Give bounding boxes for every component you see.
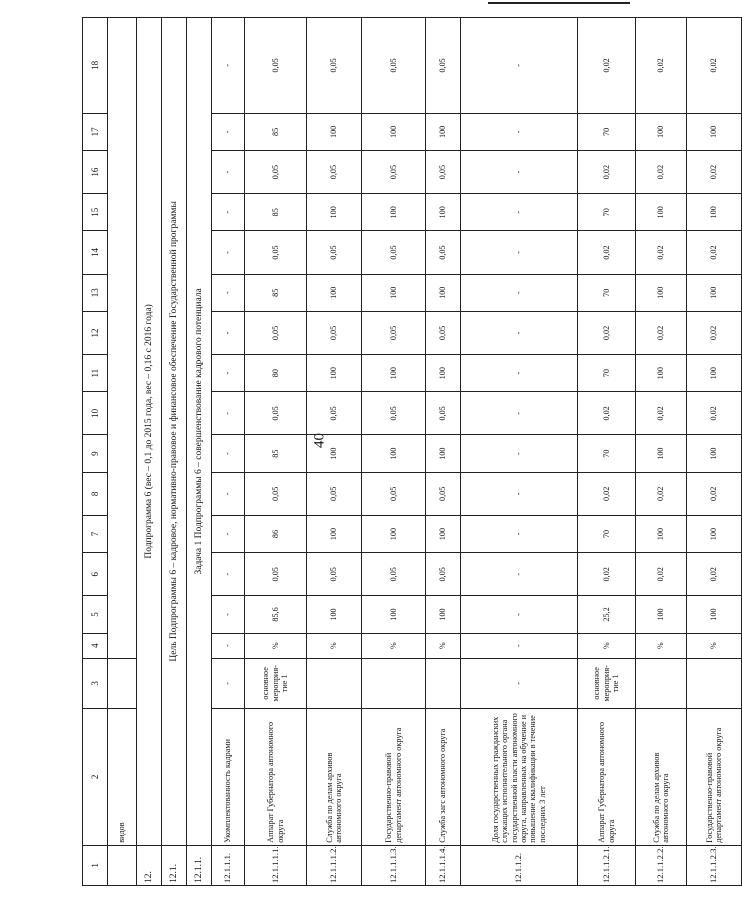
row-value: - bbox=[461, 355, 578, 392]
row-value: 100 bbox=[426, 194, 461, 231]
section-title: Подпрограмма 6 (вес – 0,1 до 2015 года, вес – 0,16 с 2016 года) bbox=[137, 18, 162, 846]
row-value: 100 bbox=[636, 515, 687, 552]
row-value: 100 bbox=[687, 274, 742, 311]
row-value: - bbox=[461, 392, 578, 435]
row-code: 12.1.1.1.4. bbox=[426, 845, 461, 885]
row-value: - bbox=[461, 231, 578, 274]
row-value: - bbox=[212, 194, 245, 231]
row-value: - bbox=[461, 596, 578, 633]
row-value: 100 bbox=[307, 113, 362, 150]
row-value: % bbox=[362, 633, 426, 658]
row-value: - bbox=[212, 392, 245, 435]
row-value: 100 bbox=[307, 355, 362, 392]
row-value: 0,05 bbox=[245, 472, 307, 515]
row-value: 85 bbox=[245, 194, 307, 231]
row-value: 100 bbox=[636, 274, 687, 311]
row-value: 0,02 bbox=[636, 150, 687, 193]
table-row bbox=[426, 18, 461, 886]
section-title: Задача 1 Подпрограммы 6 – совершенствование кадрового потенциала bbox=[187, 18, 212, 846]
row-value: 0,02 bbox=[578, 150, 636, 193]
row-value: 100 bbox=[426, 113, 461, 150]
row-value: 100 bbox=[426, 515, 461, 552]
row-value: 100 bbox=[362, 355, 426, 392]
col-number: 11 bbox=[83, 355, 108, 392]
row-name: Аппарат Губернатора автономного округа bbox=[245, 709, 307, 846]
row-value: 100 bbox=[687, 515, 742, 552]
row-value: 100 bbox=[362, 596, 426, 633]
row-value: - bbox=[461, 18, 578, 114]
row-code: 12.1.1.2.3. bbox=[687, 845, 742, 885]
row-measure bbox=[426, 658, 461, 708]
row-value: - bbox=[461, 311, 578, 354]
row-code: 12.1.1.1.2. bbox=[307, 845, 362, 885]
continuation-cell bbox=[108, 658, 137, 708]
column-numbers-row bbox=[83, 18, 108, 886]
row-value: 0,05 bbox=[426, 472, 461, 515]
row-value: 100 bbox=[636, 113, 687, 150]
row-value: - bbox=[461, 553, 578, 596]
col-number: 10 bbox=[83, 392, 108, 435]
page-number: 40 bbox=[311, 433, 328, 448]
row-value: 0,05 bbox=[362, 231, 426, 274]
row-code: 12.1.1.1.1. bbox=[245, 845, 307, 885]
row-value: - bbox=[212, 113, 245, 150]
row-value: 0,02 bbox=[636, 231, 687, 274]
row-value: 0,05 bbox=[426, 392, 461, 435]
row-value: 70 bbox=[578, 435, 636, 472]
row-value: % bbox=[578, 633, 636, 658]
row-value: - bbox=[212, 515, 245, 552]
row-value: 100 bbox=[362, 435, 426, 472]
row-value: - bbox=[212, 435, 245, 472]
row-value: 0,05 bbox=[362, 150, 426, 193]
row-value: 0,05 bbox=[426, 150, 461, 193]
row-value: 80 bbox=[245, 355, 307, 392]
col-number: 14 bbox=[83, 231, 108, 274]
table-body bbox=[83, 18, 742, 886]
row-value: % bbox=[426, 633, 461, 658]
row-value: - bbox=[461, 515, 578, 552]
row-value: 100 bbox=[687, 435, 742, 472]
row-value: 0,02 bbox=[687, 231, 742, 274]
row-value: 100 bbox=[362, 194, 426, 231]
table-row bbox=[636, 18, 687, 886]
row-value: - bbox=[212, 596, 245, 633]
section-code: 12.1.1. bbox=[187, 845, 212, 885]
row-value: 25,2 bbox=[578, 596, 636, 633]
row-value: 100 bbox=[362, 274, 426, 311]
row-value: - bbox=[212, 355, 245, 392]
table-row bbox=[578, 18, 636, 886]
row-value: - bbox=[212, 472, 245, 515]
top-edge-rule bbox=[488, 2, 630, 4]
row-code: 12.1.1.2.1. bbox=[578, 845, 636, 885]
row-value: 100 bbox=[636, 194, 687, 231]
col-number: 2 bbox=[83, 709, 108, 846]
row-value: 0,05 bbox=[245, 311, 307, 354]
row-value: 100 bbox=[426, 274, 461, 311]
rotated-table-container bbox=[82, 17, 723, 886]
row-value: % bbox=[245, 633, 307, 658]
col-number: 6 bbox=[83, 553, 108, 596]
row-name: Государственно-правовой департамент автономного округа bbox=[362, 709, 426, 846]
row-value: 0,05 bbox=[362, 553, 426, 596]
row-value: - bbox=[461, 274, 578, 311]
table-row bbox=[687, 18, 742, 886]
table-row bbox=[245, 18, 307, 886]
row-value: 0,02 bbox=[578, 231, 636, 274]
row-measure: основное мероприя-тие 1 bbox=[578, 658, 636, 708]
col-number: 5 bbox=[83, 596, 108, 633]
row-measure: основное мероприя-тие 1 bbox=[245, 658, 307, 708]
row-value: % bbox=[307, 633, 362, 658]
row-value: % bbox=[687, 633, 742, 658]
row-value: 0,02 bbox=[636, 392, 687, 435]
row-value: 100 bbox=[687, 113, 742, 150]
row-value: 0,02 bbox=[687, 18, 742, 114]
row-measure bbox=[307, 658, 362, 708]
row-value: - bbox=[461, 435, 578, 472]
section-row bbox=[187, 18, 212, 886]
row-value: 100 bbox=[307, 515, 362, 552]
row-value: - bbox=[212, 274, 245, 311]
row-value: - bbox=[212, 18, 245, 114]
row-name: Служба по делам архивов автономного округа bbox=[307, 709, 362, 846]
row-measure: - bbox=[212, 658, 245, 708]
col-number: 8 bbox=[83, 472, 108, 515]
row-value: 0,05 bbox=[245, 392, 307, 435]
row-value: 0,02 bbox=[687, 392, 742, 435]
row-value: 100 bbox=[687, 194, 742, 231]
row-value: 85 bbox=[245, 274, 307, 311]
row-value: 85 bbox=[245, 113, 307, 150]
table-row bbox=[362, 18, 426, 886]
row-value: 100 bbox=[426, 435, 461, 472]
row-value: - bbox=[212, 311, 245, 354]
section-row bbox=[137, 18, 162, 886]
row-name: Государственно-правовой департамент автономного округа bbox=[687, 709, 742, 846]
row-value: 70 bbox=[578, 113, 636, 150]
col-number: 7 bbox=[83, 515, 108, 552]
col-number: 9 bbox=[83, 435, 108, 472]
row-name: Служба загс автономного округа bbox=[426, 709, 461, 846]
row-value: 0,05 bbox=[307, 231, 362, 274]
row-value: 0,02 bbox=[687, 472, 742, 515]
row-value: 0,05 bbox=[362, 311, 426, 354]
row-value: 0,02 bbox=[687, 553, 742, 596]
row-measure bbox=[687, 658, 742, 708]
row-code: 12.1.1.2. bbox=[461, 845, 578, 885]
row-value: 70 bbox=[578, 274, 636, 311]
row-value: 0,05 bbox=[362, 18, 426, 114]
row-value: 0,05 bbox=[362, 392, 426, 435]
row-value: 100 bbox=[426, 596, 461, 633]
row-value: 100 bbox=[636, 596, 687, 633]
col-number: 13 bbox=[83, 274, 108, 311]
row-code: 12.1.1.1.3. bbox=[362, 845, 426, 885]
row-code: 12.1.1.2.2. bbox=[636, 845, 687, 885]
col-number: 3 bbox=[83, 658, 108, 708]
row-value: 70 bbox=[578, 194, 636, 231]
section-code: 12. bbox=[137, 845, 162, 885]
row-value: - bbox=[212, 150, 245, 193]
row-value: - bbox=[212, 231, 245, 274]
row-value: 0,05 bbox=[426, 231, 461, 274]
table-row bbox=[212, 18, 245, 886]
col-number: 15 bbox=[83, 194, 108, 231]
row-value: 0,05 bbox=[307, 150, 362, 193]
section-code: 12.1. bbox=[162, 845, 187, 885]
row-value: 100 bbox=[687, 596, 742, 633]
row-measure: - bbox=[461, 658, 578, 708]
row-value: 0,02 bbox=[687, 311, 742, 354]
row-name: Укомплектованность кадрами bbox=[212, 709, 245, 846]
row-value: 70 bbox=[578, 355, 636, 392]
row-measure bbox=[362, 658, 426, 708]
row-value: 0,05 bbox=[307, 392, 362, 435]
col-number: 17 bbox=[83, 113, 108, 150]
row-value: 100 bbox=[307, 596, 362, 633]
continuation-text: видов bbox=[108, 709, 137, 846]
row-value: 0,05 bbox=[307, 472, 362, 515]
section-title: Цель Подпрограммы 6 – кадровое, нормативно-правовое и финансовое обеспечение Государственной программы bbox=[162, 18, 187, 846]
row-name: Доля государственных гражданских служащих исполнительного органа государственной власти автономного округа, направленных на обучение и повышение квалификации в течение последних 3 лет bbox=[461, 709, 578, 846]
row-value: 0,05 bbox=[307, 311, 362, 354]
row-value: 0,02 bbox=[578, 392, 636, 435]
row-value: - bbox=[461, 194, 578, 231]
row-value: 0,05 bbox=[426, 18, 461, 114]
row-value: 100 bbox=[362, 515, 426, 552]
row-value: 0,02 bbox=[578, 553, 636, 596]
row-value: 0,02 bbox=[578, 18, 636, 114]
row-value: 100 bbox=[307, 274, 362, 311]
row-value: - bbox=[461, 472, 578, 515]
row-value: 0,02 bbox=[636, 18, 687, 114]
row-value: 100 bbox=[636, 435, 687, 472]
row-value: 0,05 bbox=[245, 553, 307, 596]
row-value: 0,02 bbox=[578, 311, 636, 354]
row-value: - bbox=[212, 553, 245, 596]
col-number: 16 bbox=[83, 150, 108, 193]
row-value: 86 bbox=[245, 515, 307, 552]
table-row bbox=[461, 18, 578, 886]
row-name: Аппарат Губернатора автономного округа bbox=[578, 709, 636, 846]
row-value: 0,05 bbox=[307, 553, 362, 596]
col-number: 12 bbox=[83, 311, 108, 354]
continuation-row bbox=[108, 18, 137, 886]
row-value: 0,05 bbox=[426, 311, 461, 354]
row-value: 100 bbox=[426, 355, 461, 392]
row-value: - bbox=[461, 113, 578, 150]
row-value: 100 bbox=[362, 113, 426, 150]
row-name: Служба по делам архивов автономного округа bbox=[636, 709, 687, 846]
indicators-table bbox=[82, 17, 742, 886]
row-value: 0,02 bbox=[578, 472, 636, 515]
row-value: 85,6 bbox=[245, 596, 307, 633]
section-row bbox=[162, 18, 187, 886]
row-value: 0,05 bbox=[245, 150, 307, 193]
row-value: 100 bbox=[687, 355, 742, 392]
row-value: 0,02 bbox=[636, 311, 687, 354]
row-value: - bbox=[461, 633, 578, 658]
row-value: 0,02 bbox=[636, 472, 687, 515]
continuation-cell bbox=[108, 18, 137, 659]
row-value: 0,05 bbox=[245, 231, 307, 274]
row-measure bbox=[636, 658, 687, 708]
row-value: 0,05 bbox=[307, 18, 362, 114]
row-value: 100 bbox=[307, 194, 362, 231]
col-number: 1 bbox=[83, 845, 108, 885]
row-value: 100 bbox=[307, 435, 362, 472]
row-value: 70 bbox=[578, 515, 636, 552]
row-value: 0,05 bbox=[245, 18, 307, 114]
continuation-cell bbox=[108, 845, 137, 885]
row-code: 12.1.1.1. bbox=[212, 845, 245, 885]
row-value: - bbox=[461, 150, 578, 193]
row-value: 0,02 bbox=[636, 553, 687, 596]
row-value: 100 bbox=[636, 355, 687, 392]
row-value: 0,05 bbox=[362, 472, 426, 515]
col-number: 4 bbox=[83, 633, 108, 658]
row-value: 85 bbox=[245, 435, 307, 472]
row-value: 0,02 bbox=[687, 150, 742, 193]
col-number: 18 bbox=[83, 18, 108, 114]
row-value: 0,05 bbox=[426, 553, 461, 596]
row-value: - bbox=[212, 633, 245, 658]
table-row bbox=[307, 18, 362, 886]
row-value: % bbox=[636, 633, 687, 658]
